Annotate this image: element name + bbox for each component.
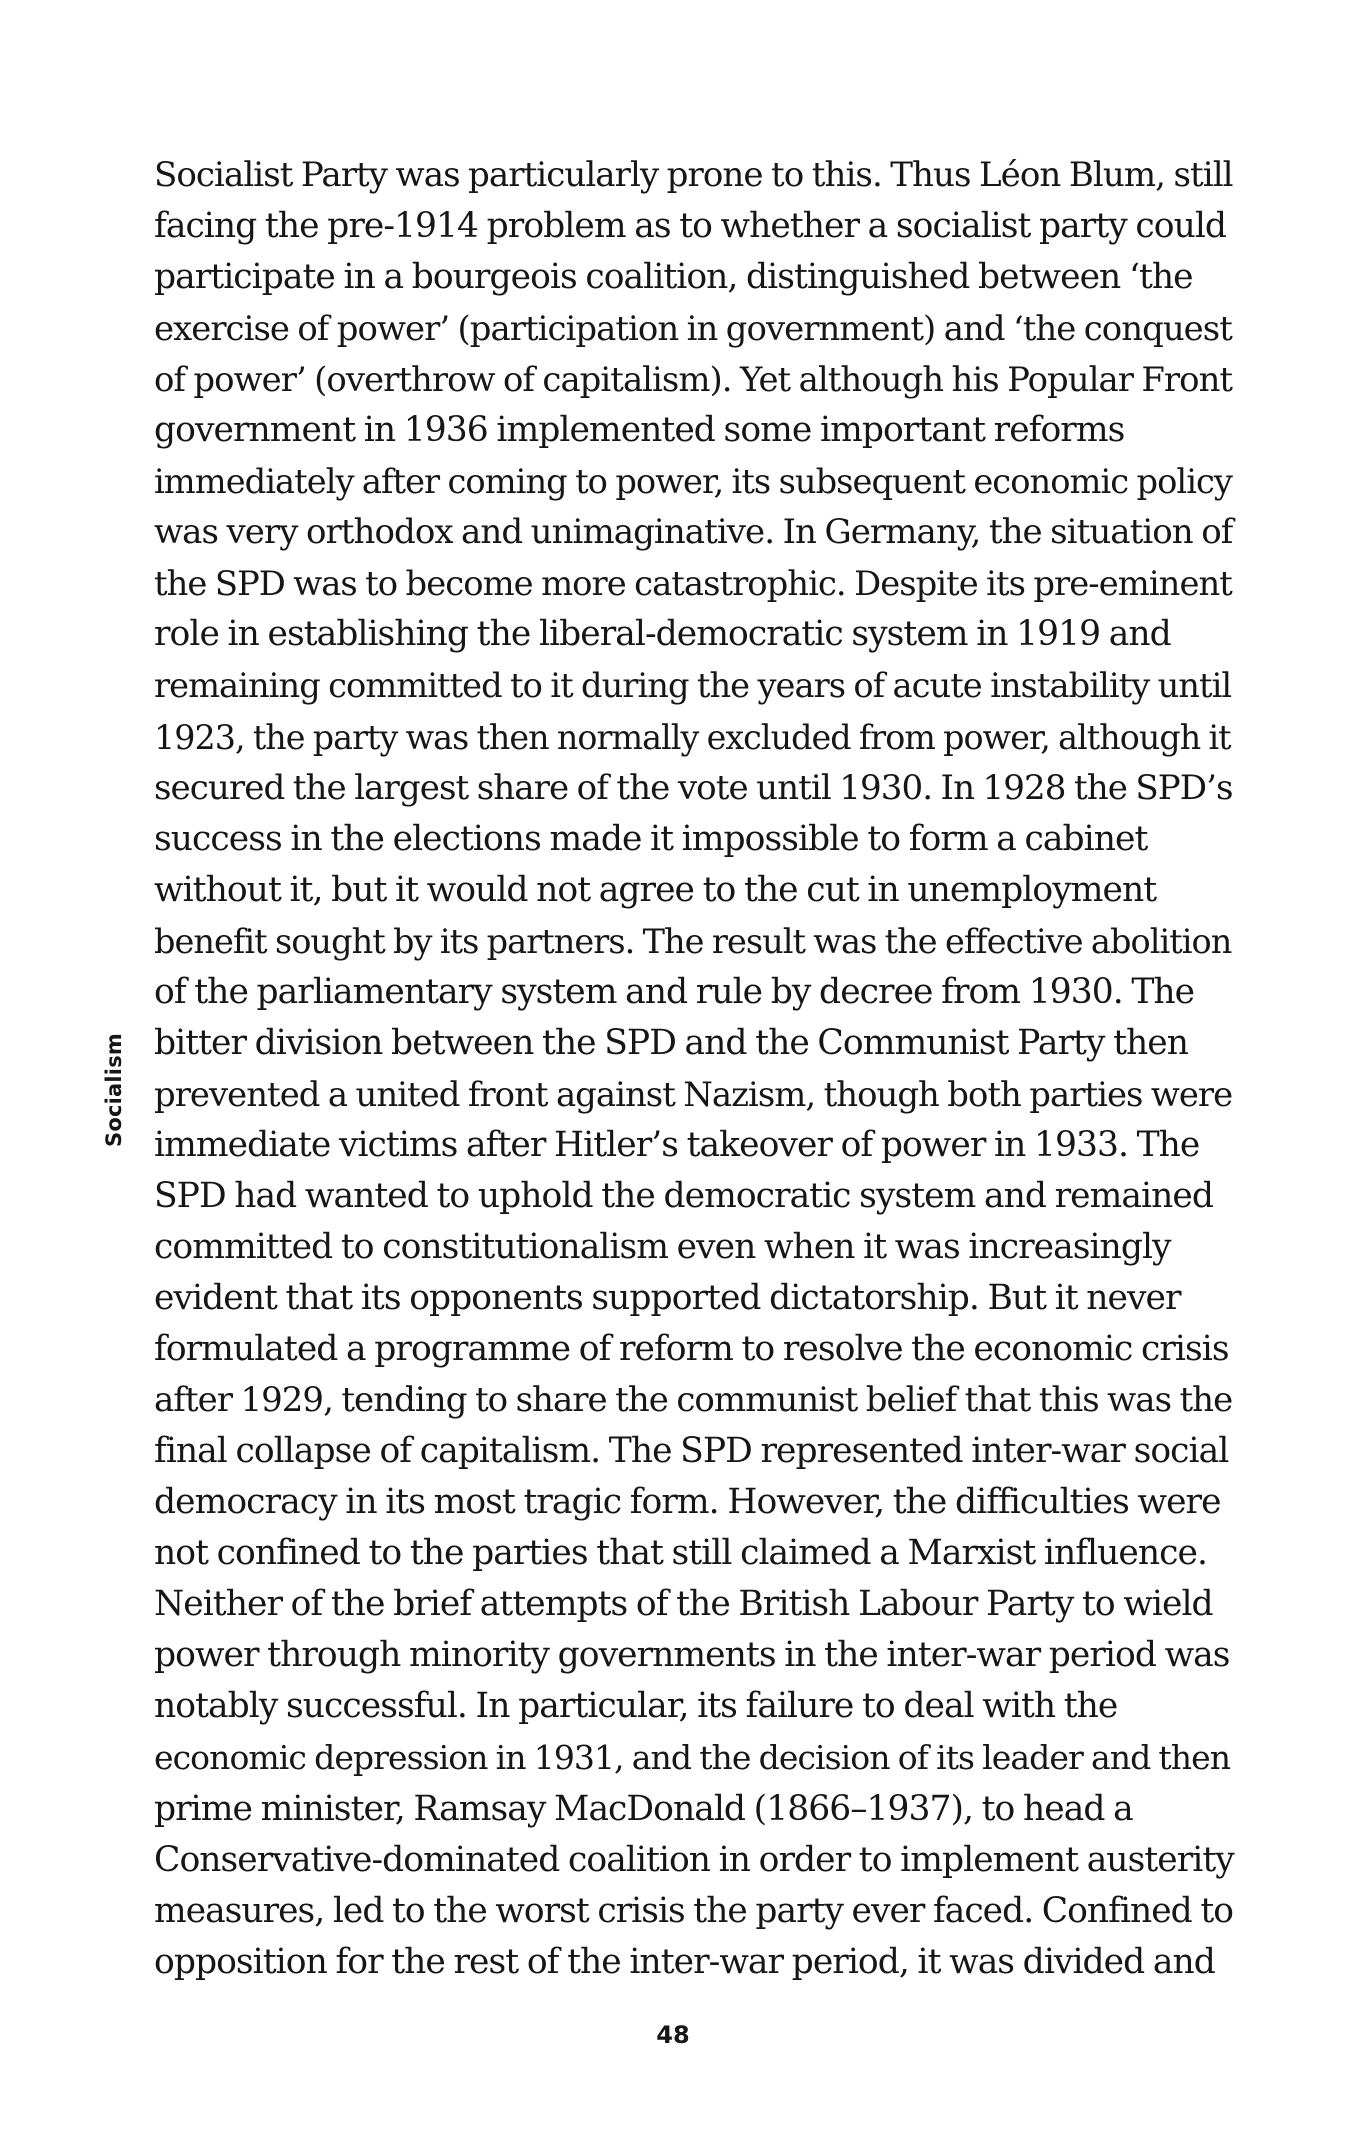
text-line: Conservative-dominated coalition in order to implement austerity <box>154 1839 1234 1880</box>
text-line: Neither of the brief attempts of the British Labour Party to wield <box>154 1584 1213 1625</box>
text-line: without it, but it would not agree to the cut in unemployment <box>154 869 1157 910</box>
text-line: immediately after coming to power, its subsequent economic policy <box>154 462 1232 502</box>
text-line: participate in a bourgeois coalition, distinguished between ‘the <box>154 257 1193 298</box>
text-line: opposition for the rest of the inter-war period, it was divided and <box>154 1941 1215 1982</box>
text-line: the SPD was to become more catastrophic. Despite its pre-eminent <box>154 564 1232 604</box>
text-line: prevented a united front against Nazism, though both parties were <box>154 1074 1233 1114</box>
text-line: bitter division between the SPD and the Communist Party then <box>154 1022 1188 1063</box>
text-line: democracy in its most tragic form. However, the difficulties were <box>154 1482 1221 1523</box>
text-line: Socialist Party was particularly prone to this. Thus Léon Blum, still <box>154 155 1233 195</box>
text-line: not confined to the parties that still claimed a Marxist influence. <box>154 1533 1208 1574</box>
text-line: government in 1936 implemented some important reforms <box>154 410 1125 451</box>
text-line: role in establishing the liberal-democratic system in 1919 and <box>154 614 1171 655</box>
text-line: final collapse of capitalism. The SPD represented inter-war social <box>154 1431 1229 1472</box>
text-line: SPD had wanted to uphold the democratic system and remained <box>154 1175 1213 1216</box>
text-line: remaining committed to it during the years of acute instability until <box>154 666 1232 706</box>
text-line: evident that its opponents supported dictatorship. But it never <box>154 1278 1181 1319</box>
body-text <box>154 150 1234 1988</box>
text-line: was very orthodox and unimaginative. In Germany, the situation of <box>154 512 1233 553</box>
text-line: facing the pre-1914 problem as to whether a socialist party could <box>154 206 1227 247</box>
text-line: notably successful. In particular, its failure to deal with the <box>154 1686 1118 1727</box>
text-line: 1923, the party was then normally excluded from power, although it <box>154 717 1231 757</box>
text-line: economic depression in 1931, and the decision of its leader and then <box>154 1738 1231 1778</box>
text-line: committed to constitutionalism even when it was increasingly <box>154 1226 1171 1267</box>
page-number: 48 <box>656 2021 690 2049</box>
text-line: success in the elections made it impossible to form a cabinet <box>154 818 1148 859</box>
text-line: measures, led to the worst crisis the party ever faced. Confined to <box>154 1890 1233 1931</box>
text-line: after 1929, tending to share the communist belief that this was the <box>154 1380 1233 1421</box>
running-head <box>97 1033 131 1147</box>
text-line: exercise of power’ (participation in government) and ‘the conquest <box>154 309 1232 349</box>
text-line: of power’ (overthrow of capitalism). Yet although his Popular Front <box>154 360 1233 400</box>
running-head-text: Socialism <box>102 1033 126 1147</box>
text-line: benefit sought by its partners. The result was the effective abolition <box>154 921 1232 961</box>
text-line: immediate victims after Hitler’s takeover of power in 1933. The <box>154 1124 1200 1165</box>
text-line: of the parliamentary system and rule by decree from 1930. The <box>154 971 1195 1012</box>
text-line: prime minister, Ramsay MacDonald (1866–1937), to head a <box>154 1788 1133 1829</box>
text-line: power through minority governments in the inter-war period was <box>154 1635 1230 1676</box>
text-line: formulated a programme of reform to resolve the economic crisis <box>154 1329 1229 1370</box>
text-line: secured the largest share of the vote until 1930. In 1928 the SPD’s <box>154 767 1233 808</box>
